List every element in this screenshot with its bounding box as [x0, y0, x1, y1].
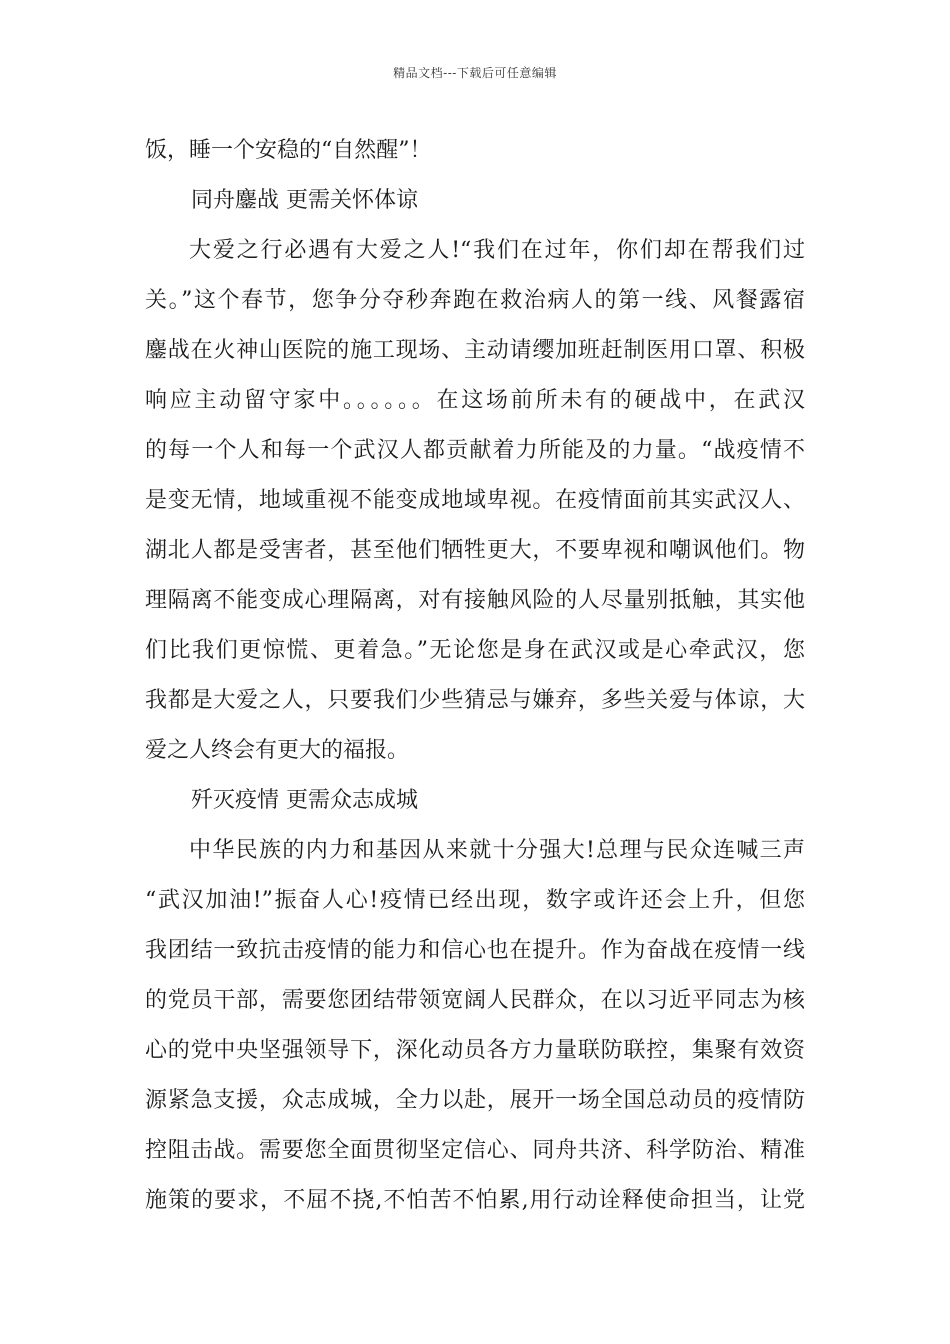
text-line: 鏖战在火神山医院的施工现场、主动请缨加班赶制医用口罩、积极: [145, 338, 805, 363]
text-line: 的每一个人和每一个武汉人都贡献着力所能及的力量。“战疫情不: [145, 438, 805, 463]
document-body: [145, 126, 805, 1226]
text-line: 是变无情，地域重视不能变成地域卑视。在疫情面前其实武汉人、: [145, 488, 805, 513]
text-line: 响应主动留守家中。。。。。。在这场前所未有的硬战中，在武汉: [145, 388, 805, 413]
section-subheading: 歼灭疫情 更需众志成城: [191, 788, 418, 813]
page-header: 精品文档---下载后可任意编辑: [393, 66, 557, 80]
text-line: 施策的要求，不屈不挠,不怕苦不怕累,用行动诠释使命担当，让党: [145, 1188, 805, 1213]
text-line: “武汉加油!”振奋人心!疫情已经出现，数字或许还会上升，但您: [145, 888, 805, 913]
text-line: 理隔离不能变成心理隔离，对有接触风险的人尽量别抵触，其实他: [145, 588, 805, 613]
text-line: 心的党中央坚强领导下，深化动员各方力量联防联控，集聚有效资: [145, 1038, 805, 1063]
text-line: 中华民族的内力和基因从来就十分强大!总理与民众连喊三声: [189, 838, 805, 863]
text-line: 饭，睡一个安稳的“自然醒”！: [145, 138, 432, 163]
text-line: 爱之人终会有更大的福报。: [145, 738, 410, 763]
text-line: 们比我们更惊慌、更着急。”无论您是身在武汉或是心牵武汉，您: [145, 638, 805, 663]
text-line: 源紧急支援，众志成城，全力以赴，展开一场全国总动员的疫情防: [145, 1088, 805, 1113]
text-line: 我都是大爱之人，只要我们少些猜忌与嫌弃，多些关爱与体谅，大: [145, 688, 805, 713]
text-line: 的党员干部，需要您团结带领宽阔人民群众，在以习近平同志为核: [145, 988, 805, 1013]
text-line: 我团结一致抗击疫情的能力和信心也在提升。作为奋战在疫情一线: [145, 938, 805, 963]
text-line: 大爱之行必遇有大爱之人!“我们在过年，你们却在帮我们过: [189, 238, 805, 263]
text-line: 控阻击战。需要您全面贯彻坚定信心、同舟共济、科学防治、精准: [145, 1138, 805, 1163]
text-line: 关。”这个春节，您争分夺秒奔跑在救治病人的第一线、风餐露宿: [145, 288, 805, 313]
section-subheading: 同舟鏖战 更需关怀体谅: [191, 188, 418, 213]
text-line: 湖北人都是受害者，甚至他们牺牲更大，不要卑视和嘲讽他们。物: [145, 538, 805, 563]
